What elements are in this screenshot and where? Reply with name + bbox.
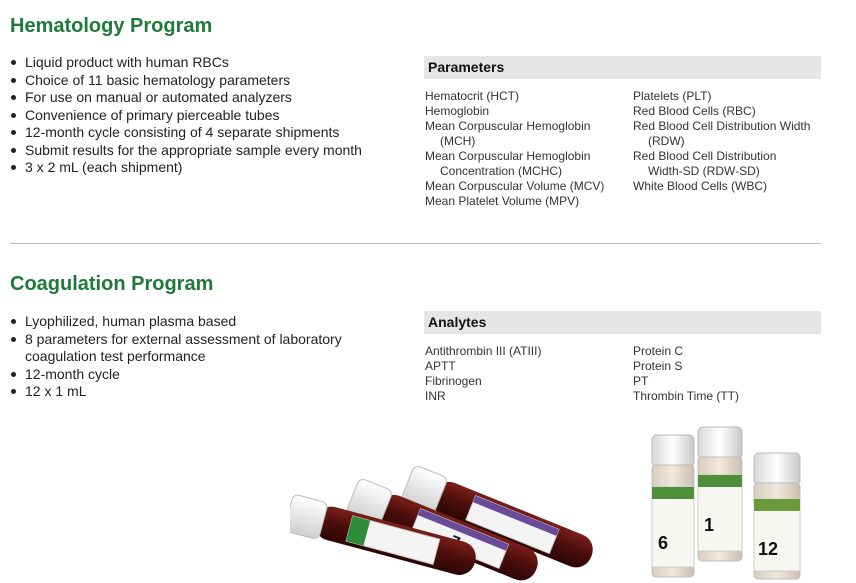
- parameters-header: Parameters: [424, 56, 821, 79]
- coagulation-title: Coagulation Program: [10, 273, 214, 295]
- parameter-item: Mean Corpuscular Hemoglobin (MCH): [425, 119, 591, 148]
- analyte-item: APTT: [425, 359, 456, 373]
- hematology-tubes-image: [290, 455, 620, 583]
- coagulation-bullet-list: [10, 313, 370, 401]
- list-item: Lyophilized, human plasma based: [10, 313, 370, 331]
- plasma-vial: [652, 435, 694, 577]
- list-item: 8 parameters for external assessment of laboratory coagulation test performance: [10, 331, 355, 366]
- parameter-item: Red Blood Cell Distribution Width (RDW): [633, 119, 811, 148]
- vial-number: 12: [758, 539, 779, 559]
- analyte-item: INR: [425, 389, 446, 403]
- analyte-item: Thrombin Time (TT): [633, 389, 740, 403]
- coagulation-vials-image: [640, 425, 820, 583]
- analyte-item: Antithrombin III (ATIII): [425, 344, 542, 358]
- parameter-item: Red Blood Cell Distribution Width-SD (RDW-SD): [633, 149, 777, 178]
- plasma-vial: [754, 453, 800, 579]
- analytes-right-column: [633, 344, 828, 404]
- list-item: 12 x 1 mL: [10, 383, 370, 401]
- parameter-item: Mean Corpuscular Volume (MCV): [425, 179, 605, 193]
- list-item: 12-month cycle: [10, 366, 370, 384]
- list-item: Choice of 11 basic hematology parameters: [10, 72, 362, 90]
- parameter-item: Mean Corpuscular Hemoglobin Concentration (MCHC): [425, 149, 591, 178]
- parameter-item: Mean Platelet Volume (MPV): [425, 194, 580, 208]
- parameter-item: Red Blood Cells (RBC): [633, 104, 756, 118]
- hematology-title: Hematology Program: [10, 15, 213, 37]
- analyte-item: Protein S: [633, 359, 683, 373]
- list-item: 3 x 2 mL (each shipment): [10, 159, 362, 177]
- vial-number: 1: [704, 515, 715, 535]
- parameter-item: White Blood Cells (WBC): [633, 179, 768, 193]
- parameters-right-column: [633, 89, 828, 194]
- parameter-item: Hemoglobin: [425, 104, 490, 118]
- list-item: For use on manual or automated analyzers: [10, 89, 362, 107]
- analyte-item: Protein C: [633, 344, 684, 358]
- analytes-header: Analytes: [424, 311, 821, 334]
- analytes-left-column: [425, 344, 625, 404]
- parameter-item: Platelets (PLT): [633, 89, 712, 103]
- list-item: 12-month cycle consisting of 4 separate shipments: [10, 124, 362, 142]
- plasma-vial: [698, 427, 742, 561]
- list-item: Convenience of primary pierceable tubes: [10, 107, 362, 125]
- parameter-item: Hematocrit (HCT): [425, 89, 520, 103]
- hematology-bullet-list: [10, 54, 362, 177]
- analyte-item: Fibrinogen: [425, 374, 482, 388]
- parameters-left-column: [425, 89, 625, 209]
- list-item: Submit results for the appropriate sample every month: [10, 142, 362, 160]
- vial-number: 6: [658, 533, 669, 553]
- analyte-item: PT: [633, 374, 649, 388]
- section-divider: [10, 243, 821, 244]
- list-item: Liquid product with human RBCs: [10, 54, 362, 72]
